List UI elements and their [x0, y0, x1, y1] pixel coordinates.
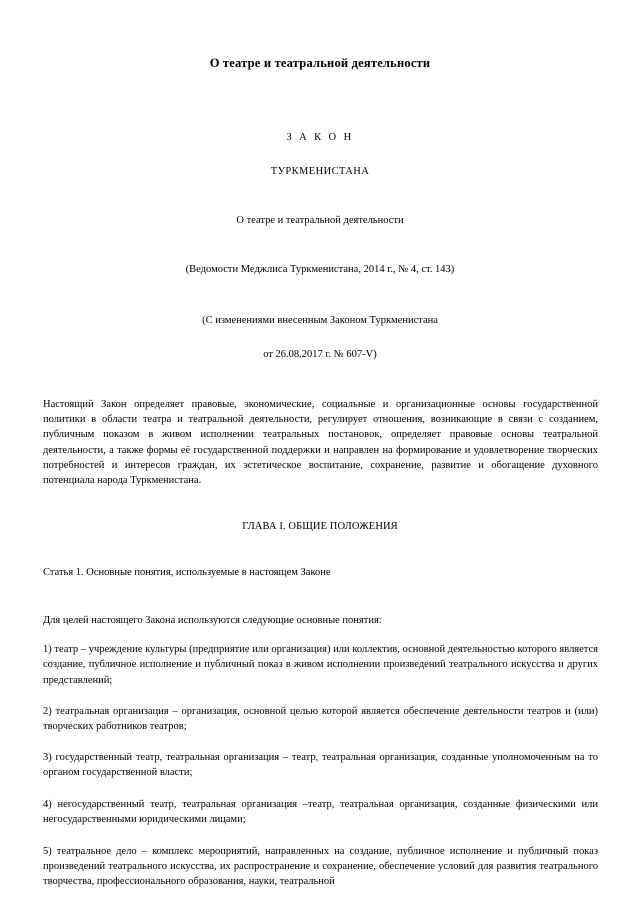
- definition-item: 1) театр – учреждение культуры (предприятие или организация) или коллектив, основной деятельностью которого является создание, публичное исполнение и публичный показ в живом исполнении произведений театрального искусства и других представлений;: [43, 644, 598, 686]
- definition-item: 3) государственный театр, театральная организация – театр, театральная организация, созданные уполномоченным на то органом государственной власти;: [43, 752, 598, 779]
- gazette-reference: (Ведомости Меджлиса Туркменистана, 2014 г., № 4, ст. 143): [185, 264, 455, 275]
- definition-item: 2) театральная организация – организация, основной целью которой является обеспечение деятельности театров и (или) творческих работников театров;: [43, 705, 598, 733]
- amendment-line-2: от 26.08.2017 г. № 607-V): [263, 349, 377, 360]
- law-word: З А К О Н: [286, 132, 354, 143]
- chapter-heading: ГЛАВА I. ОБЩИЕ ПОЛОЖЕНИЯ: [242, 521, 398, 533]
- definition-item: 4) негосударственный театр, театральная организация –театр, театральная организация, созданные физическими или негосударственными юридическими лицами;: [43, 798, 598, 825]
- amendment-line-1: (С изменениями внесенным Законом Туркменистана: [202, 315, 438, 326]
- law-subject: О театре и театральной деятельности: [236, 215, 404, 226]
- country-name: ТУРКМЕНИСТАНА: [270, 166, 370, 177]
- article-heading: Статья 1. Основные понятия, используемые в настоящем Законе: [43, 567, 331, 579]
- definitions-lead-in: Для целей настоящего Закона используются следующие основные понятия:: [43, 615, 382, 627]
- page-title: О театре и театральной деятельности: [209, 56, 431, 70]
- preamble-paragraph: Настоящий Закон определяет правовые, экономические, социальные и организационные основы государственной политики в области театра и театральной деятельности, регулирует отношения, возникающие в связи с созданием, публичным показом в живом исполнении театральных постановок, определяет правовые основы театральной деятельности, а также формы её государственной поддержки и направлен на формирование и удовлетворение творческих потребностей и интересов граждан, их эстетическое воспитание, сохранение, развитие и обогащение духовного потенциала народа Туркменистана.: [43, 399, 598, 487]
- definition-item: 5) театральное дело – комплекс мероприятий, направленных на создание, публичное исполнение и публичный показ произведений театрального искусства, их распространение и сохранение, обеспечение условий для развития театрального творчества, профессионального образования, науки, театральной: [43, 846, 598, 888]
